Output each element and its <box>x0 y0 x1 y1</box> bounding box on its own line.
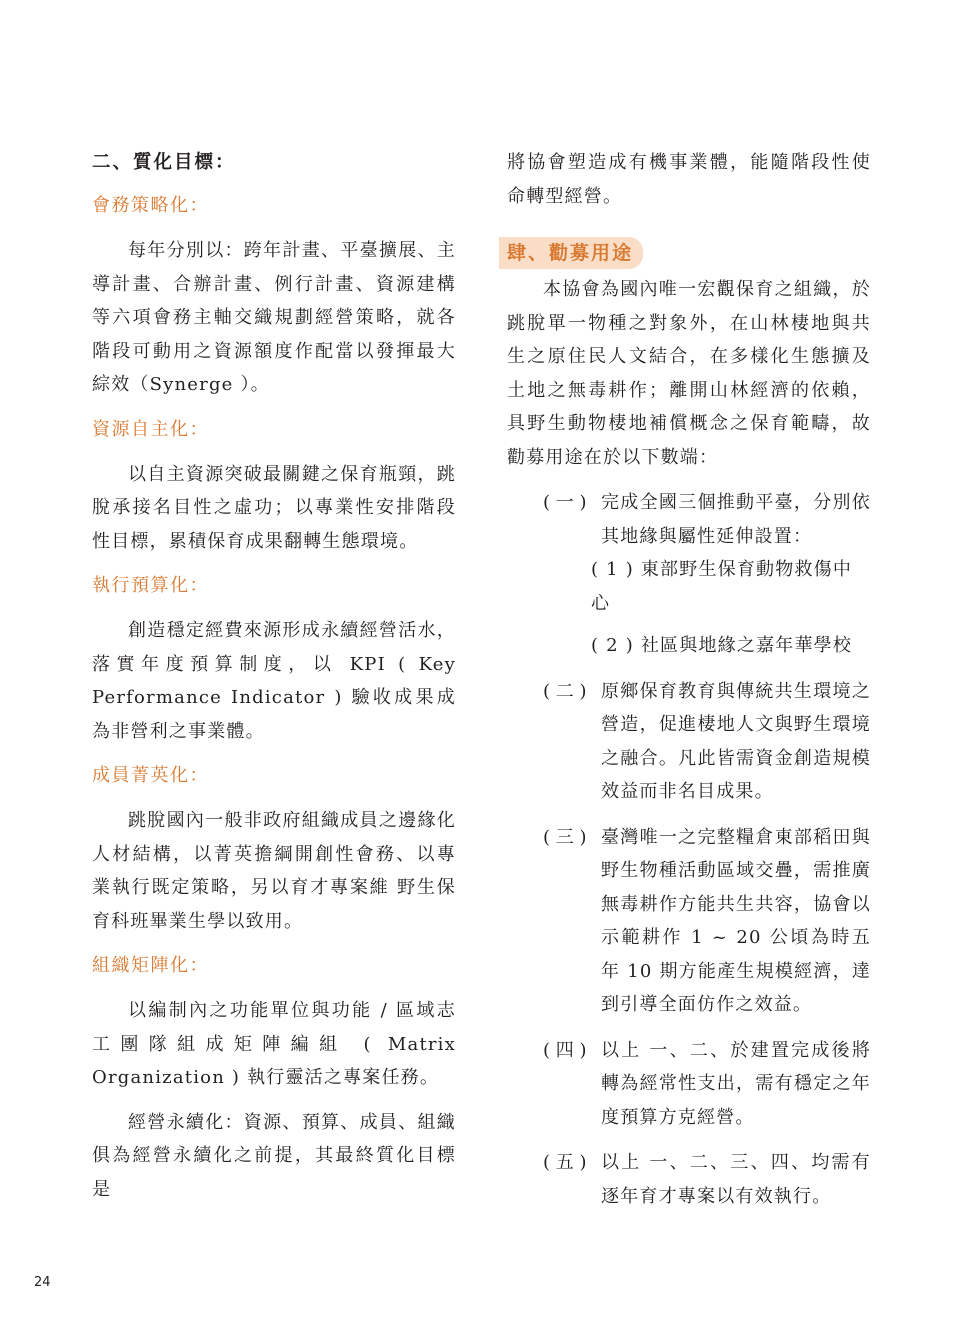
list-item-text: 以上 一、二、於建置完成後將轉為經常性支出，需有穩定之年度預算方克經營。 <box>601 1039 871 1128</box>
qualitative-goals-heading: 二、質化目標： <box>92 152 236 173</box>
donation-use-heading: 肆、勸募用途 <box>499 237 643 269</box>
section-body-budget: 創造穩定經費來源形成永續經營活水，落實年度預算制度，以 KPI ( Key Performance Indicator ) 驗收成果成為非營利之事業體。 <box>92 620 456 742</box>
section-body-strategy: 每年分別以：跨年計畫、平臺擴展、主導計畫、合辦計畫、例行計畫、資源建構等六項會務主軸交織規劃經營策略，就各階段可動用之資源額度作配當以發揮最大綜效（Synerge ）。 <box>92 240 456 395</box>
continuation-paragraph: 將協會塑造成有機事業體，能隨階段性使命轉型經營。 <box>507 152 871 207</box>
section-title-budget: 執行預算化： <box>92 575 209 596</box>
list-item-label: ( 二 ) <box>543 680 587 702</box>
list-item <box>507 821 871 1022</box>
section-body-members: 跳脫國內一般非政府組織成員之邊緣化人材結構，以菁英擔綱開創性會務、以專業執行既定策略，另以育才專案維 野生保育科班畢業生學以致用。 <box>92 810 456 932</box>
list-item <box>507 486 871 553</box>
list-item <box>507 1034 871 1135</box>
list-item-text: 以上 一、二、三、四、均需有逐年育才專案以有效執行。 <box>601 1152 871 1207</box>
sub-list-item: ( 2 ) 社區與地緣之嘉年華學校 <box>591 635 853 656</box>
left-column <box>92 146 456 1206</box>
section-title-strategy: 會務策略化： <box>92 195 209 216</box>
section-title-resources: 資源自主化： <box>92 418 209 440</box>
section-title-members: 成員菁英化： <box>92 765 209 786</box>
section-body-resources: 以自主資源突破最關鍵之保育瓶頸，跳脫承接名目性之虛功；以專業性安排階段性目標，累積保育成果翻轉生態環境。 <box>92 463 456 552</box>
list-item-label: ( 三 ) <box>543 826 587 848</box>
page-number: 24 <box>34 1275 51 1290</box>
list-item-text: 臺灣唯一之完整糧倉東部稻田與野生物種活動區域交疊，需推廣無毒耕作方能共生共容，協會以示範耕作 1 ~ 20 公頃為時五年 10 期方能產生規模經濟，達到引導全面仿作之效益。 <box>601 826 871 1015</box>
list-item <box>507 675 871 809</box>
section-title-organization: 組織矩陣化： <box>92 955 209 976</box>
list-item <box>507 1146 871 1213</box>
list-item-text: 完成全國三個推動平臺，分別依其地緣與屬性延伸設置： <box>601 492 871 547</box>
closing-paragraph: 經營永續化：資源、預算、成員、組織俱為經營永續化之前提，其最終質化目標是 <box>92 1111 456 1200</box>
list-item-label: ( 五 ) <box>543 1152 587 1173</box>
section-body-organization: 以編制內之功能單位與功能 / 區域志工團隊組成矩陣編組 ( Matrix Organization ) 執行靈活之專案任務。 <box>92 1000 456 1088</box>
list-item-text: 原鄉保育教育與傳統共生環境之營造，促進棲地人文與野生環境之融合。凡此皆需資金創造規模效益而非名目成果。 <box>601 680 871 802</box>
sub-list-item: ( 1 ) 東部野生保育動物救傷中心 <box>591 559 853 614</box>
list-item-label: ( 四 ) <box>543 1039 587 1061</box>
right-column <box>507 146 871 1213</box>
donation-intro: 本協會為國內唯一宏觀保育之組織，於跳脫單一物種之對象外，在山林棲地與共生之原住民人文結合，在多樣化生態擴及土地之無毒耕作；離開山林經濟的依賴，具野生動物棲地補償概念之保育範疇，故勸募用途在於以下數端： <box>507 279 871 468</box>
list-item-label: ( 一 ) <box>543 492 587 513</box>
